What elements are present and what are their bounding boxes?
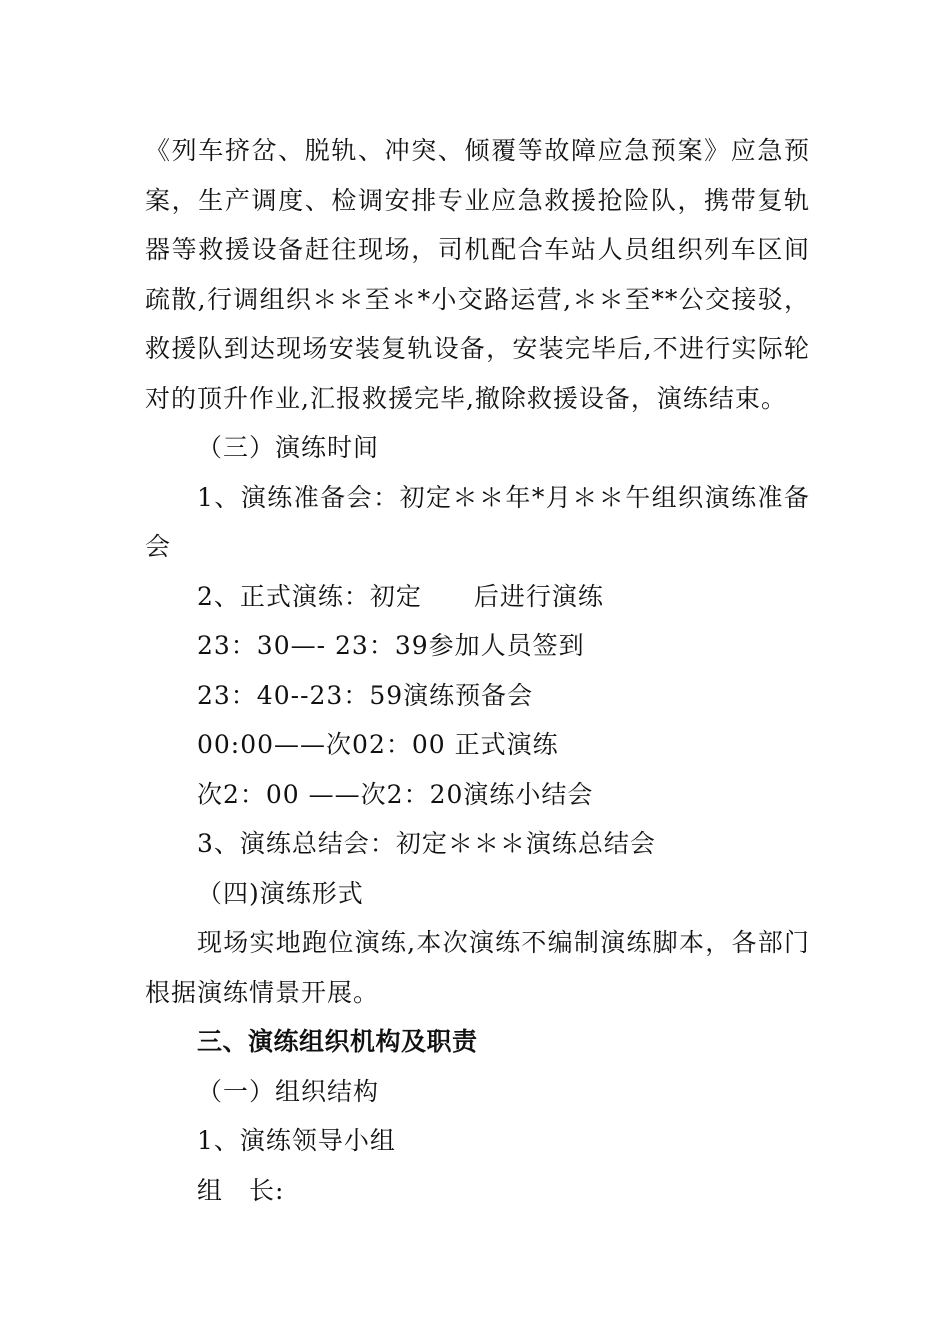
paragraph-drill-form: 现场实地跑位演练,本次演练不编制演练脚本，各部门根据演练情景开展。 bbox=[145, 928, 810, 1007]
schedule-sign-in: 23：30—- 23：39参加人员签到 bbox=[197, 631, 585, 660]
section-structure-heading: （一）组织结构 bbox=[197, 1076, 380, 1106]
paragraph-emergency-plan: 《列车挤岔、脱轨、冲突、倾覆等故障应急预案》应急预案，生产调度、检调安排专业应急救援抢险队，携带复轨器等救援设备赶往现场，司机配合车站人员组织列车区间疏散,行调组织＊＊至＊*小交路运营,＊＊至**公交接驳，救援队到达现场安装复轨设备，安装完毕后,不进行实际轮对的顶升作业,汇报救援完毕,撤除救援设备，演练结束。 bbox=[145, 136, 810, 413]
chapter-heading-organization: 三、演练组织机构及职责 bbox=[197, 1027, 478, 1056]
schedule-pre-meeting: 23：40--23：59演练预备会 bbox=[197, 680, 534, 710]
schedule-summary-meeting: 次2：00 ——次2：20演练小结会 bbox=[197, 779, 594, 809]
section-drill-form-heading: （四)演练形式 bbox=[197, 878, 364, 908]
item-prep-meeting: 1、演练准备会：初定＊＊年*月＊＊午组织演练准备会 bbox=[145, 482, 810, 561]
schedule-formal-drill: 00:00——次02：00 正式演练 bbox=[197, 730, 559, 759]
section-drill-time-heading: （三）演练时间 bbox=[197, 433, 380, 462]
document-body bbox=[145, 126, 810, 1215]
item-formal-drill: 2、正式演练：初定 后进行演练 bbox=[197, 581, 604, 611]
item-final-summary: 3、演练总结会：初定＊＊＊演练总结会 bbox=[197, 829, 656, 858]
item-group-leader: 组 长: bbox=[197, 1175, 285, 1205]
item-leadership-group: 1、演练领导小组 bbox=[197, 1126, 396, 1155]
